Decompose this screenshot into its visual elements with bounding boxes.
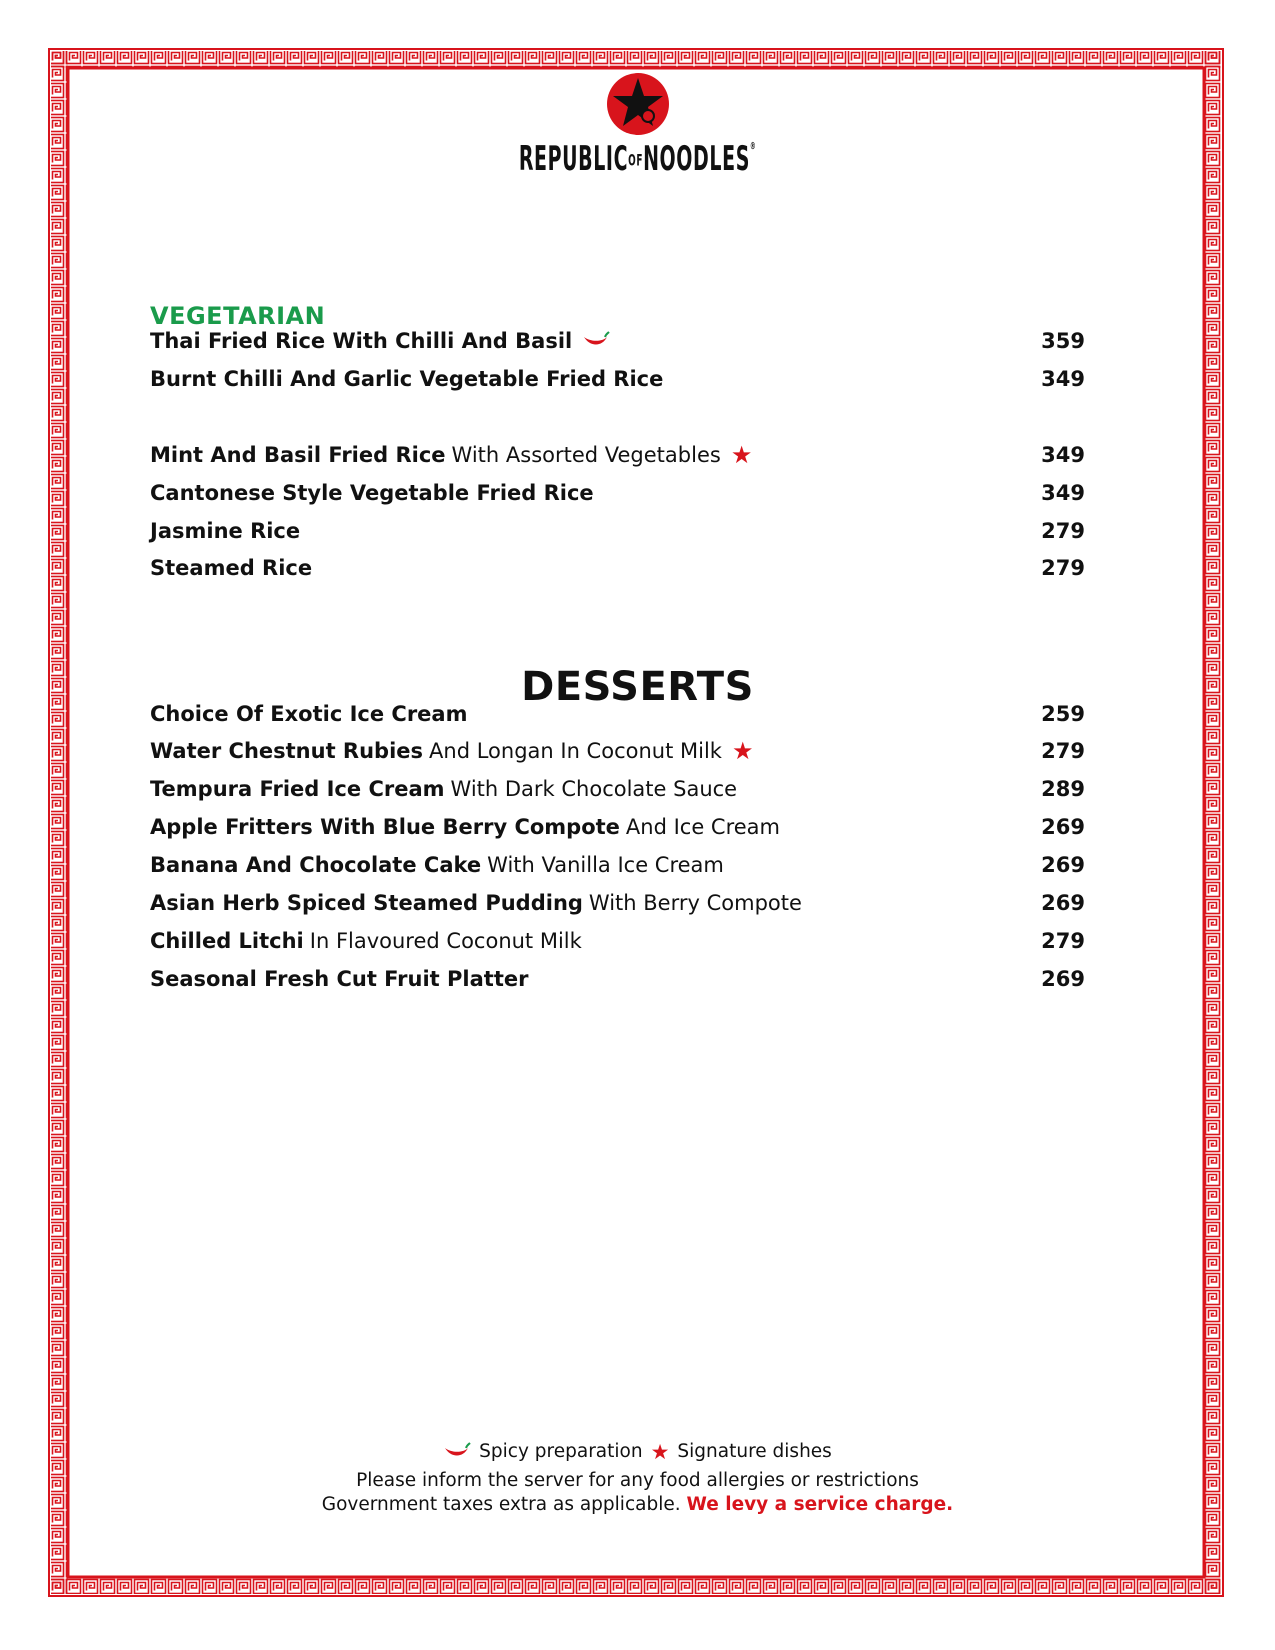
menu-item: Water Chestnut Rubies And Longan In Coconut Milk ★ 279 [150, 737, 1085, 765]
menu-item: Tempura Fried Ice Cream With Dark Chocolate Sauce 289 [150, 777, 1085, 801]
menu-item: Cantonese Style Vegetable Fried Rice 349 [150, 481, 1085, 505]
menu-item: Seasonal Fresh Cut Fruit Platter 269 [150, 967, 1085, 991]
legend [443, 1440, 832, 1464]
menu-item: Banana And Chocolate Cake With Vanilla Ice Cream 269 [150, 853, 1085, 877]
footer [0, 1440, 1275, 1517]
brand-name: REPUBLICOFNOODLES® [518, 139, 757, 179]
star-icon: ★ [731, 737, 754, 765]
menu-item: Chilled Litchi In Flavoured Coconut Milk 279 [150, 929, 1085, 953]
menu-item: Thai Fried Rice With Chilli And Basil 359 [150, 329, 1085, 353]
star-icon: ★ [730, 441, 753, 469]
menu-item: Apple Fritters With Blue Berry Compote And Ice Cream 269 [150, 815, 1085, 839]
legend-signature-label: Signature dishes [677, 1441, 832, 1462]
menu-item: Burnt Chilli And Garlic Vegetable Fried Rice 349 [150, 367, 1085, 391]
allergy-note: Please inform the server for any food allergies or restrictions [356, 1470, 919, 1491]
restaurant-logo [0, 72, 1275, 179]
star-icon: ★ [650, 1439, 670, 1464]
section-title-desserts: DESSERTS [521, 664, 754, 710]
menu-item: Steamed Rice 279 [150, 556, 1085, 580]
legend-spicy-label: Spicy preparation [479, 1441, 643, 1462]
menu-item: Jasmine Rice 279 [150, 519, 1085, 543]
tax-note: Government taxes extra as applicable. We levy a service charge. [321, 1494, 954, 1515]
service-charge-note: We levy a service charge. [686, 1494, 954, 1515]
logo-star-emblem-icon [606, 72, 670, 136]
chili-icon [582, 331, 610, 351]
menu-item: Choice Of Exotic Ice Cream 259 [150, 702, 1085, 726]
section-title-vegetarian: VEGETARIAN [150, 302, 326, 330]
menu-item: Asian Herb Spiced Steamed Pudding With Berry Compote 269 [150, 891, 1085, 915]
menu-item: Mint And Basil Fried Rice With Assorted Vegetables ★ 349 [150, 441, 1085, 469]
chili-icon [443, 1442, 471, 1462]
